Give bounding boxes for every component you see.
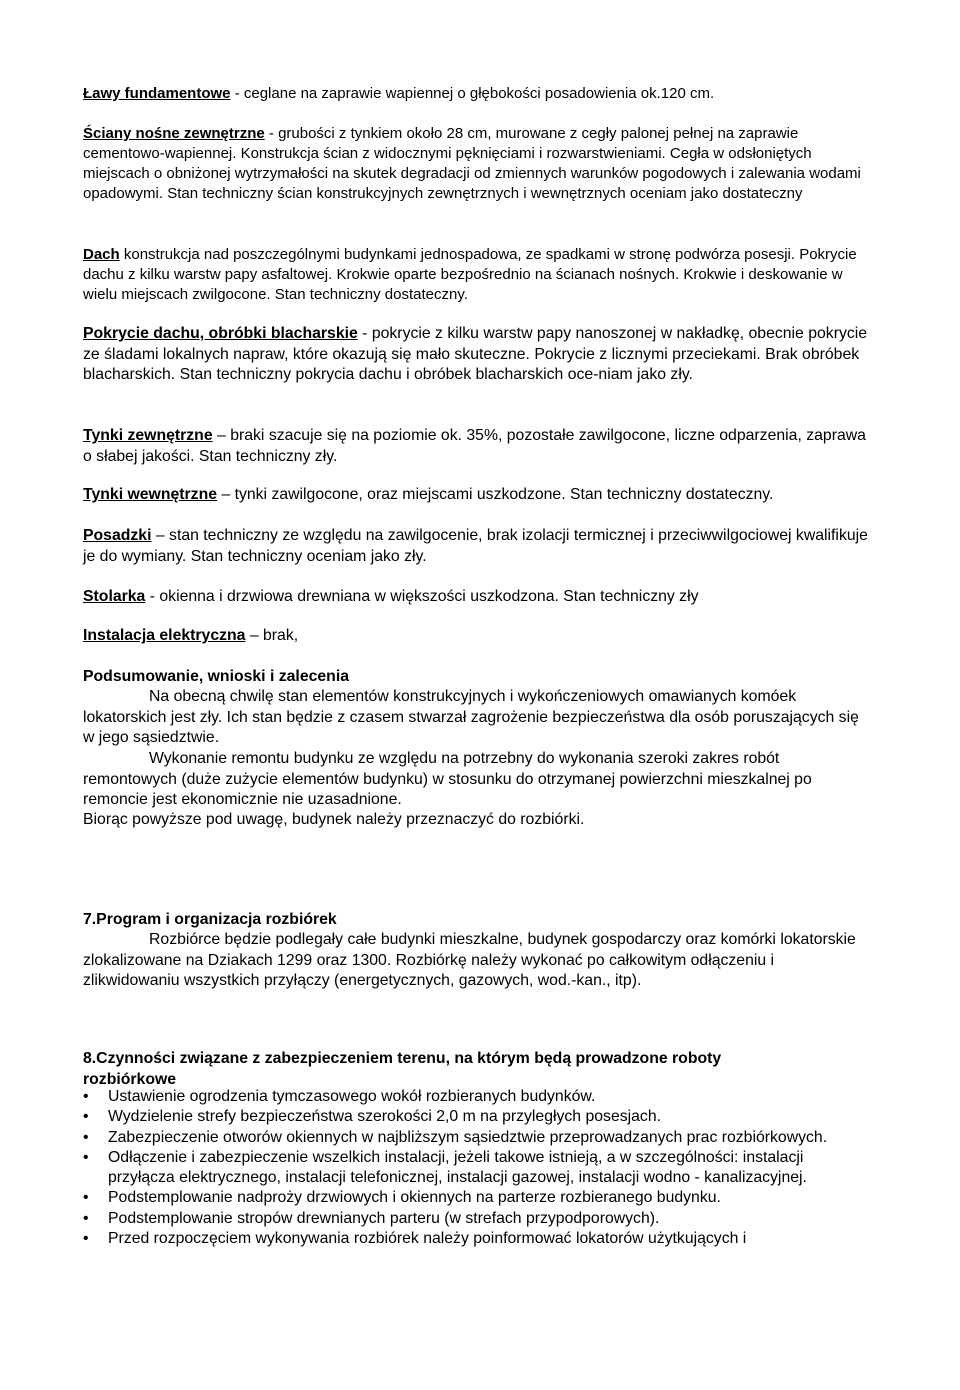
paragraph-external-plaster: Tynki zewnętrzne – braki szacuje się na poziomie ok. 35%, pozostałe zawilgocone, liczne odparzenia, zaprawa o słabej jakości. Stan techniczny zły. [83, 427, 866, 465]
heading-floors: Posadzki [83, 527, 152, 544]
paragraph-electrical: Instalacja elektryczna – brak, [83, 627, 299, 644]
list-item: • Podstemplowanie stropów drewnianych parteru (w strefach przypodporowych). [83, 1209, 873, 1229]
list-item: • Zabezpieczenie otworów okiennych w najbliższym sąsiedztwie przeprowadzanych prac rozbiórkowych. [83, 1128, 873, 1148]
heading-internal-plaster: Tynki wewnętrzne [83, 486, 218, 503]
paragraph-floors: Posadzki – stan techniczny ze względu na zawilgocenie, brak izolacji termicznej i przeciwwilgociowej kwalifikuje je do wymiany. Stan techniczny oceniam jako zły. [83, 527, 868, 565]
paragraph-joinery: Stolarka - okienna i drzwiowa drewniana w większości uszkodzona. Stan techniczny zły [83, 588, 699, 605]
list-item: • Podstemplowanie nadproży drzwiowych i okiennych na parterze rozbieranego budynku. [83, 1188, 873, 1208]
paragraph-internal-plaster: Tynki wewnętrzne – tynki zawilgocone, oraz miejscami uszkodzone. Stan techniczny dostateczny. [83, 486, 774, 503]
section-8-heading: 8.Czynności związane z zabezpieczeniem terenu, na którym będą prowadzone roboty rozbiórkowe [83, 1050, 722, 1088]
section-7-heading: 7.Program i organizacja rozbiórek [83, 911, 337, 928]
paragraph-foundations: Ławy fundamentowe - ceglane na zaprawie wapiennej o głębokości posadowienia ok.120 cm. [83, 85, 715, 102]
list-item: • Ustawienie ogrodzenia tymczasowego wokół rozbieranych budynków. [83, 1087, 873, 1107]
heading-roof: Dach [83, 246, 120, 263]
heading-external-plaster: Tynki zewnętrzne [83, 427, 213, 444]
section-7-paragraph: Rozbiórce będzie podlegały całe budynki mieszkalne, budynek gospodarczy oraz komórki lokatorskie zlokalizowane na Dziakach 1299 oraz 1300. Rozbiórkę należy wykonać po całkowitym odłączeniu i zlikwidowaniu wszystkich przyłączy (energetycznych, gazowych, wod.-kan., itp). [83, 931, 856, 990]
heading-electrical: Instalacja elektryczna [83, 627, 246, 644]
paragraph-roof: Dach konstrukcja nad poszczególnymi budynkami jednospadowa, ze spadkami w stronę podwórza posesji. Pokrycie dachu z kilku warstw papy asfaltowej. Krokwie oparte bezpośrednio na ścianach nośnych. Krokwie i deskowanie w wielu miejscach zwilgocone. Stan techniczny dostateczny. [83, 246, 857, 303]
summary-paragraph-3: Biorąc powyższe pod uwagę, budynek należy przeznaczyć do rozbiórki. [83, 811, 585, 828]
summary-paragraph-2: Wykonanie remontu budynku ze względu na potrzebny do wykonania szeroki zakres robót remontowych (duże zużycie elementów budynku) w stosunku do otrzymanej powierzchni mieszkalnej po remoncie jest ekonomicznie nie uzasadnione. [83, 750, 812, 809]
paragraph-external-walls: Ściany nośne zewnętrzne - grubości z tynkiem około 28 cm, murowane z cegły palonej pełnej na zaprawie cementowo-wapiennej. Konstrukcja ścian z widocznymi pęknięciami i rozwarstwieniami. Cegła w odsłoniętych miejscach o obniżonej wytrzymałości na skutek degradacji od zmiennych warunków pogodowych i zalewania wodami opadowymi. Stan techniczny ścian konstrukcyjnych zewnętrznych i wewnętrznych oceniam jako dostateczny [83, 125, 861, 202]
heading-summary: Podsumowanie, wnioski i zalecenia [83, 668, 349, 685]
heading-external-walls: Ściany nośne zewnętrzne [83, 125, 265, 142]
list-item: • Odłączenie i zabezpieczenie wszelkich instalacji, jeżeli takowe istnieją, a w szczególności: instalacji przyłącza elektrycznego, instalacji telefonicznej, instalacji gazowej, instalacji wodno - kanalizacyjnej. [83, 1148, 873, 1189]
summary-paragraph-1: Na obecną chwilę stan elementów konstrukcyjnych i wykończeniowych omawianych komóek lokatorskich jest zły. Ich stan będzie z czasem stwarzał zagrożenie bezpieczeństwa dla osób poruszających się w jego sąsiedztwie. [83, 688, 859, 747]
list-item: • Wydzielenie strefy bezpieczeństwa szerokości 2,0 m na przyległych posesjach. [83, 1107, 873, 1127]
heading-roofing: Pokrycie dachu, obróbki blacharskie [83, 325, 358, 342]
heading-joinery: Stolarka [83, 588, 146, 605]
heading-foundations: Ławy fundamentowe [83, 85, 231, 102]
list-item: • Przed rozpoczęciem wykonywania rozbiórek należy poinformować lokatorów użytkujących i [83, 1229, 873, 1249]
section-8-bullet-list [83, 1087, 873, 1249]
paragraph-roofing: Pokrycie dachu, obróbki blacharskie - pokrycie z kilku warstw papy nanoszonej w nakładkę, obecnie pokrycie ze śladami lokalnych napraw, które okazują się mało skuteczne. Pokrycie z licznymi przeciekami. Brak obróbek blacharskich. Stan techniczny pokrycia dachu i obróbek blacharskich oce-niam jako zły. [83, 325, 868, 384]
